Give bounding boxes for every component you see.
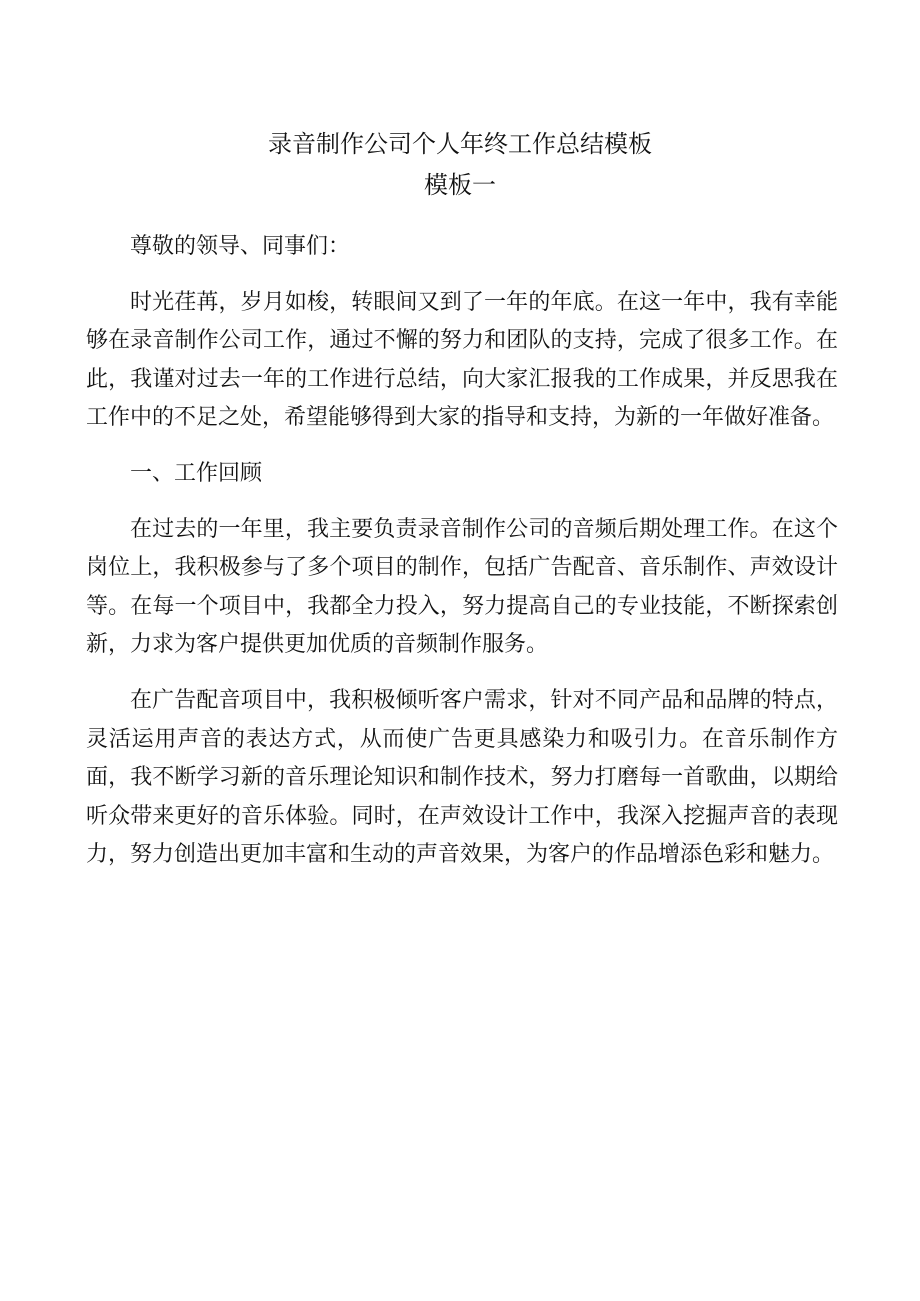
intro-paragraph: 时光荏苒，岁月如梭，转眼间又到了一年的年底。在这一年中，我有幸能够在录音制作公司工作，通过不懈的努力和团队的支持，完成了很多工作。在此，我谨对过去一年的工作进行总结，向大家汇报我的工作成果，并反思我在工作中的不足之处，希望能够得到大家的指导和支持，为新的一年做好准备。 <box>86 289 838 431</box>
salutation: 尊敬的领导、同事们： <box>130 234 351 259</box>
document-subtitle: 模板一 <box>424 171 496 199</box>
document-title: 录音制作公司个人年终工作总结模板 <box>268 130 652 158</box>
document-body <box>86 228 838 892</box>
work-review-paragraph: 在过去的一年里，我主要负责录音制作公司的音频后期处理工作。在这个岗位上，我积极参与了多个项目的制作，包括广告配音、音乐制作、声效设计等。在每一个项目中，我都全力投入，努力提高自己的专业技能，不断探索创新，力求为客户提供更加优质的音频制作服务。 <box>86 516 838 658</box>
project-details-paragraph: 在广告配音项目中，我积极倾听客户需求，针对不同产品和品牌的特点，灵活运用声音的表达方式，从而使广告更具感染力和吸引力。在音乐制作方面，我不断学习新的音乐理论知识和制作技术，努力打磨每一首歌曲，以期给听众带来更好的音乐体验。同时，在声效设计工作中，我深入挖掘声音的表现力，努力创造出更加丰富和生动的声音效果，为客户的作品增添色彩和魅力。 <box>86 687 838 868</box>
section-heading: 一、工作回顾 <box>130 460 263 486</box>
